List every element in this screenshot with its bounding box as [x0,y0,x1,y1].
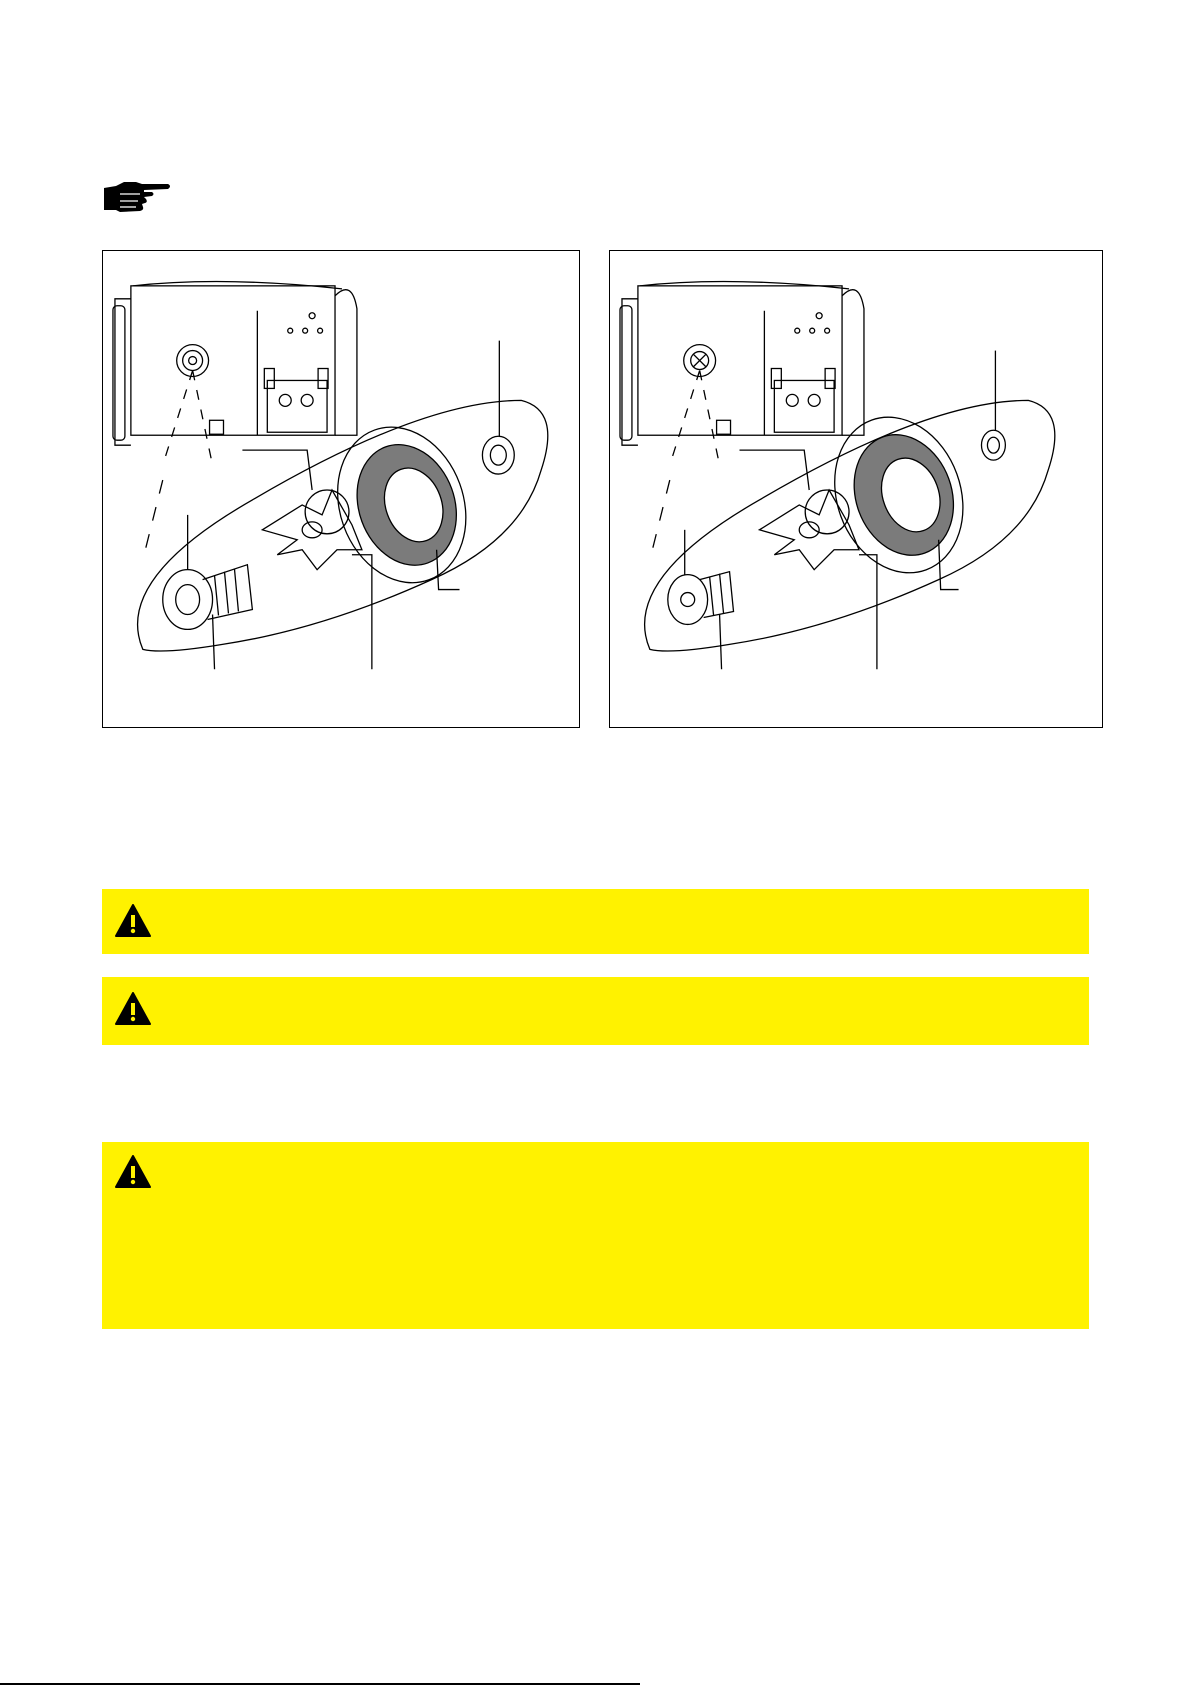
figure-right [609,250,1103,728]
warning-triangle-icon [114,1154,152,1190]
warning-triangle-icon [114,991,152,1027]
warning-triangle-icon [114,903,152,939]
warning-box [102,1142,1089,1329]
pointing-hand-icon [102,180,172,216]
wire-spool-diagram-left [103,251,579,727]
warning-box [102,977,1089,1045]
warning-box [102,889,1089,954]
wire-spool-diagram-right [610,251,1102,727]
figure-left [102,250,580,728]
